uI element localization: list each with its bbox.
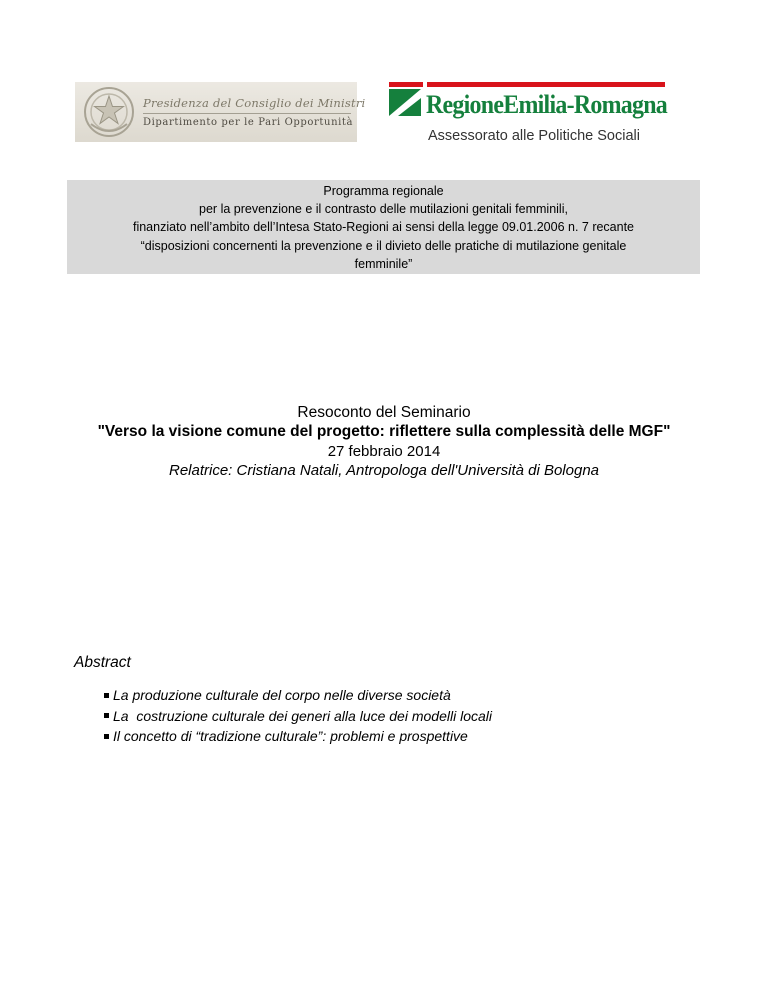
abstract-item-text: La costruzione culturale dei generi alla luce dei modelli locali	[113, 707, 492, 724]
program-line: “disposizioni concernenti la prevenzione e il divieto delle pratiche di mutilazione genitale	[140, 238, 627, 253]
pcm-logo	[75, 82, 366, 142]
program-box	[67, 180, 700, 274]
abstract-item-text: Il concetto di “tradizione culturale”: problemi e prospettive	[113, 728, 468, 744]
italian-republic-emblem-icon	[81, 84, 137, 140]
program-line: finanziato nell’ambito dell’Intesa Stato-Regioni ai sensi della legge 09.01.2006 n. 7 recante	[132, 220, 635, 235]
seminar-title-block	[0, 403, 768, 480]
regione-emilia-romagna-mark-icon	[389, 82, 423, 118]
rer-red-rule	[427, 82, 665, 87]
seminar-speaker: Relatrice: Cristiana Natali, Antropologa dell'Università di Bologna	[168, 462, 600, 479]
seminar-title: "Verso la visione comune del progetto: riflettere sulla complessità delle MGF"	[97, 423, 671, 440]
program-line: femminile”	[354, 256, 413, 271]
list-item	[104, 685, 492, 706]
list-item	[104, 706, 492, 727]
square-bullet-icon	[104, 713, 109, 718]
abstract-heading: Abstract	[74, 654, 131, 671]
pcm-logo-line2: Dipartimento per le Pari Opportunità	[143, 117, 354, 128]
abstract-list	[104, 685, 492, 747]
square-bullet-icon	[104, 734, 109, 739]
pcm-logo-line1: Presidenza del Consiglio dei Ministri	[143, 96, 366, 110]
abstract-item-text: La produzione culturale del corpo nelle diverse società	[113, 687, 451, 703]
list-item	[104, 726, 492, 747]
rer-logo	[389, 82, 669, 152]
square-bullet-icon	[104, 693, 109, 698]
seminar-date: 27 febbraio 2014	[327, 443, 441, 460]
program-line: Programma regionale	[323, 184, 444, 198]
program-line: per la prevenzione e il contrasto delle mutilazioni genitali femminili,	[199, 202, 568, 217]
pcm-logo-rule	[143, 113, 351, 114]
rer-logo-name: RegioneEmilia-Romagna	[426, 90, 668, 119]
seminar-heading: Resoconto del Seminario	[297, 404, 471, 421]
rer-logo-subtitle: Assessorato alle Politiche Sociali	[428, 128, 640, 144]
